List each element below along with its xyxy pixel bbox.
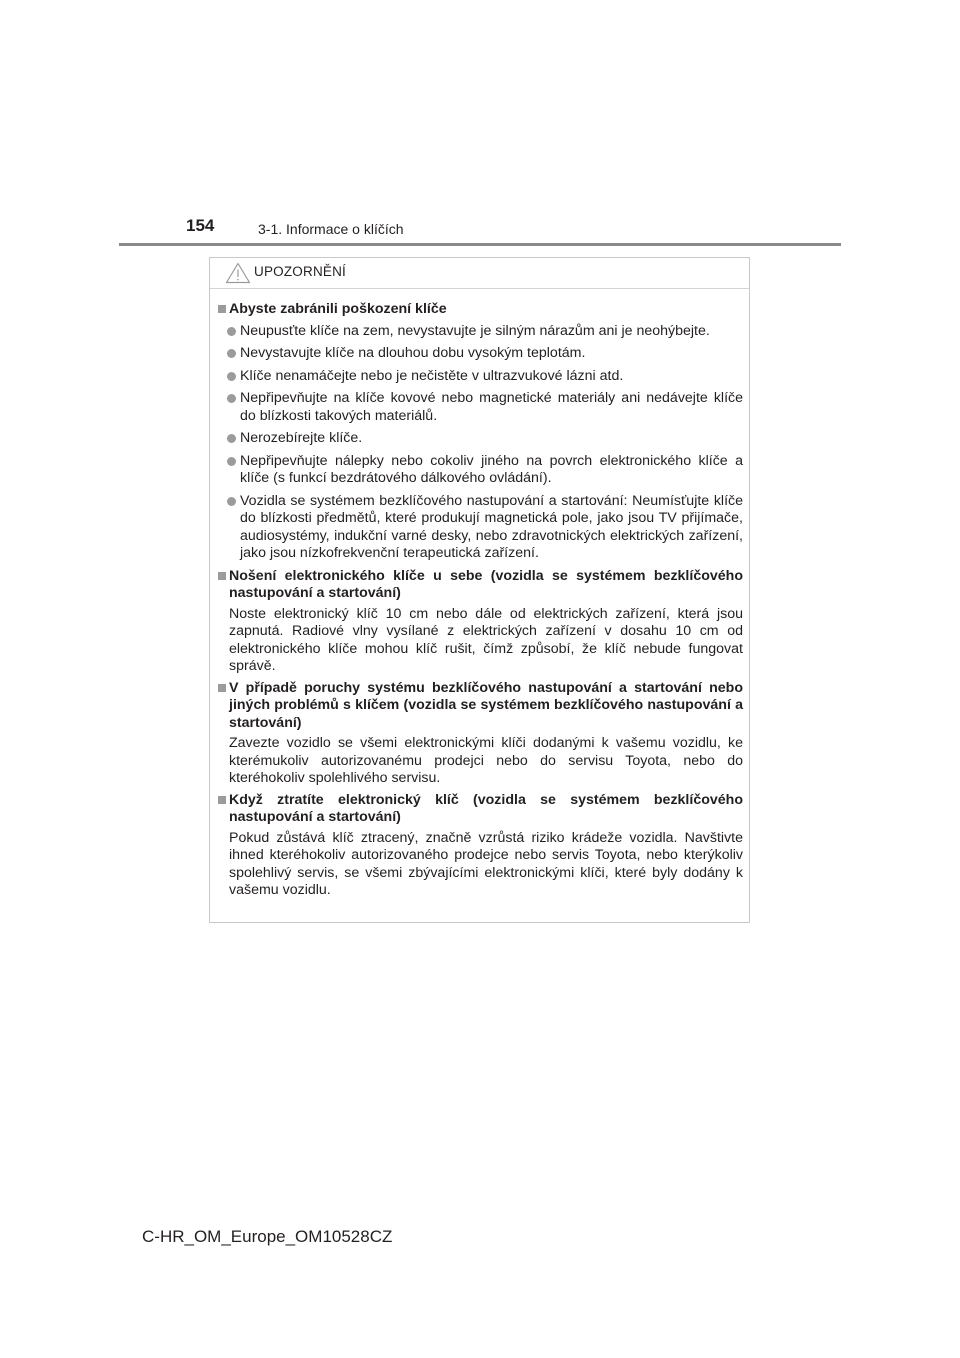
warning-section [218,301,743,319]
list-item-text: Nerozebírejte klíče. [240,430,363,446]
list-item-text: Neupusťte klíče na zem, nevystavujte je silným nárazům ani je neohýbejte. [240,322,710,339]
list-item [218,453,743,488]
square-bullet-icon [218,796,226,804]
section-paragraph: Pokud zůstává klíč ztracený, značně vzrůstá riziko krádeže vozidla. Navštivte ihned kteréhokoliv autorizovaného prodejce nebo servis Toyota, nebo kterýkoliv spolehlivý servis, se všemi zbývajícími elektronickými klíči, které byly dodány k vašemu vozidlu. [229,829,743,898]
circle-bullet-icon [227,327,236,336]
warning-body [218,301,743,904]
square-bullet-icon [218,684,226,692]
circle-bullet-icon [227,497,236,506]
warning-section [218,792,743,827]
warning-title: UPOZORNĚNÍ [254,264,347,279]
section-paragraph: Noste elektronický klíč 10 cm nebo dále od elektrických zařízení, která jsou zapnutá. Radiové vlny vysílané z elektrických zařízení v dosahu 10 cm od elektronického klíče mohou klíč rušit, čímž způsobí, že klíč nebude fungovat správě. [229,605,743,674]
warning-header [210,258,749,289]
circle-bullet-icon [227,372,236,381]
list-item [218,493,743,563]
circle-bullet-icon [227,434,236,443]
warning-box [209,257,750,923]
section-paragraph: Zavezte vozidlo se všemi elektronickými klíči dodanými k vašemu vozidlu, ke kterémukoliv autorizovanému prodejci nebo do servisu Toyota, nebo do kteréhokoliv spolehlivého servisu. [229,735,743,786]
list-item-text: Klíče nenamáčejte nebo je nečistěte v ultrazvukové lázni atd. [240,367,624,384]
list-item-text: Vozidla se systémem bezklíčového nastupování a startování: Neumísťujte klíče do blízkosti předmětů, které produkují magnetická pole, jako jsou TV přijímače, audiosystémy, indukční varné desky, nebo zdravotnických elektrických zařízení, jako jsou nízkofrekvenční terapeutická zařízení. [240,492,743,561]
list-item-text: Nevystavujte klíče na dlouhou dobu vysokým teplotám. [240,345,586,361]
circle-bullet-icon [227,349,236,358]
section-heading: Nošení elektronického klíče u sebe (vozidla se systémem bezklíčového nastupování a startování) [229,567,743,601]
bullet-list [218,323,743,563]
list-item [218,430,743,448]
warning-section [218,680,743,733]
section-heading: Abyste zabránili poškození klíče [229,301,447,317]
square-bullet-icon [218,305,226,313]
circle-bullet-icon [227,394,236,403]
document-id: C-HR_OM_Europe_OM10528CZ [142,1227,393,1246]
section-title: 3-1. Informace o klíčích [258,221,404,237]
list-item [218,345,743,363]
list-item [218,323,743,341]
list-item-text: Nepřipevňujte nálepky nebo cokoliv jiného na povrch elektronického klíče a klíče (s funkcí bezdrátového dálkového ovládání). [240,452,743,486]
header-rule [119,243,841,246]
list-item-text: Nepřipevňujte na klíče kovové nebo magnetické materiály ani nedávejte klíče do blízkosti takových materiálů. [240,390,743,424]
square-bullet-icon [218,572,226,580]
circle-bullet-icon [227,457,236,466]
list-item [218,390,743,425]
section-heading: V případě poruchy systému bezklíčového nastupování a startování nebo jiných problémů s klíčem (vozidla se systémem bezklíčového nastupování a startování) [229,679,743,731]
page-number: 154 [186,216,215,235]
list-item [218,368,743,386]
warning-triangle-icon [225,262,251,284]
warning-section [218,568,743,603]
section-heading: Když ztratíte elektronický klíč (vozidla se systémem bezklíčového nastupování a startování) [229,791,743,825]
